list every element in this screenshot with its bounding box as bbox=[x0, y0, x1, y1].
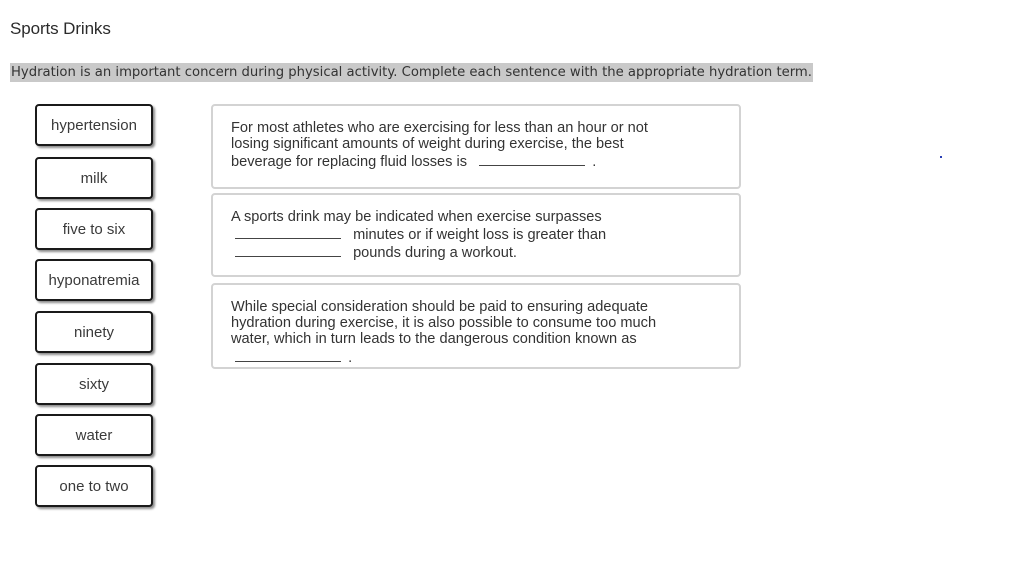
question-1-line-2: losing significant amounts of weight during exercise, the best bbox=[231, 136, 624, 153]
word-chip-hypertension[interactable]: hypertension bbox=[35, 104, 153, 146]
word-chip-ninety[interactable]: ninety bbox=[35, 311, 153, 353]
word-chip-water[interactable]: water bbox=[35, 414, 153, 456]
decorative-dot bbox=[940, 156, 942, 158]
question-1-period: . bbox=[592, 154, 597, 171]
word-chip-hyponatremia[interactable]: hyponatremia bbox=[35, 259, 153, 301]
question-1-line-1: For most athletes who are exercising for less than an hour or not bbox=[231, 120, 648, 136]
question-3-line-3: water, which in turn leads to the dangerous condition known as bbox=[231, 331, 637, 348]
drop-blank-2[interactable] bbox=[235, 225, 341, 239]
word-chip-one-to-two[interactable]: one to two bbox=[35, 465, 153, 507]
drop-blank-4[interactable] bbox=[235, 348, 341, 362]
page-title: Sports Drinks bbox=[10, 19, 111, 38]
word-chip-five-to-six[interactable]: five to six bbox=[35, 208, 153, 250]
drop-blank-3[interactable] bbox=[235, 243, 341, 257]
word-chip-milk[interactable]: milk bbox=[35, 157, 153, 199]
question-box-1 bbox=[211, 104, 741, 189]
question-box-2 bbox=[211, 193, 741, 277]
question-3-line-1: While special consideration should be paid to ensuring adequate bbox=[231, 299, 649, 315]
question-2-line-2: minutes or if weight loss is greater than bbox=[353, 227, 607, 244]
question-3-line-2: hydration during exercise, it is also possible to consume too much bbox=[231, 315, 657, 332]
question-3-period: . bbox=[348, 349, 353, 366]
word-chip-sixty[interactable]: sixty bbox=[35, 363, 153, 405]
drop-blank-1[interactable] bbox=[479, 152, 585, 166]
question-box-3 bbox=[211, 283, 741, 369]
question-2-line-1: A sports drink may be indicated when exercise surpasses bbox=[231, 209, 602, 225]
question-1-line-3: beverage for replacing fluid losses is bbox=[231, 154, 468, 171]
question-2-line-3: pounds during a workout. bbox=[353, 245, 517, 262]
instructions-text: Hydration is an important concern during physical activity. Complete each sentence with the appropriate hydration term. bbox=[11, 65, 812, 80]
